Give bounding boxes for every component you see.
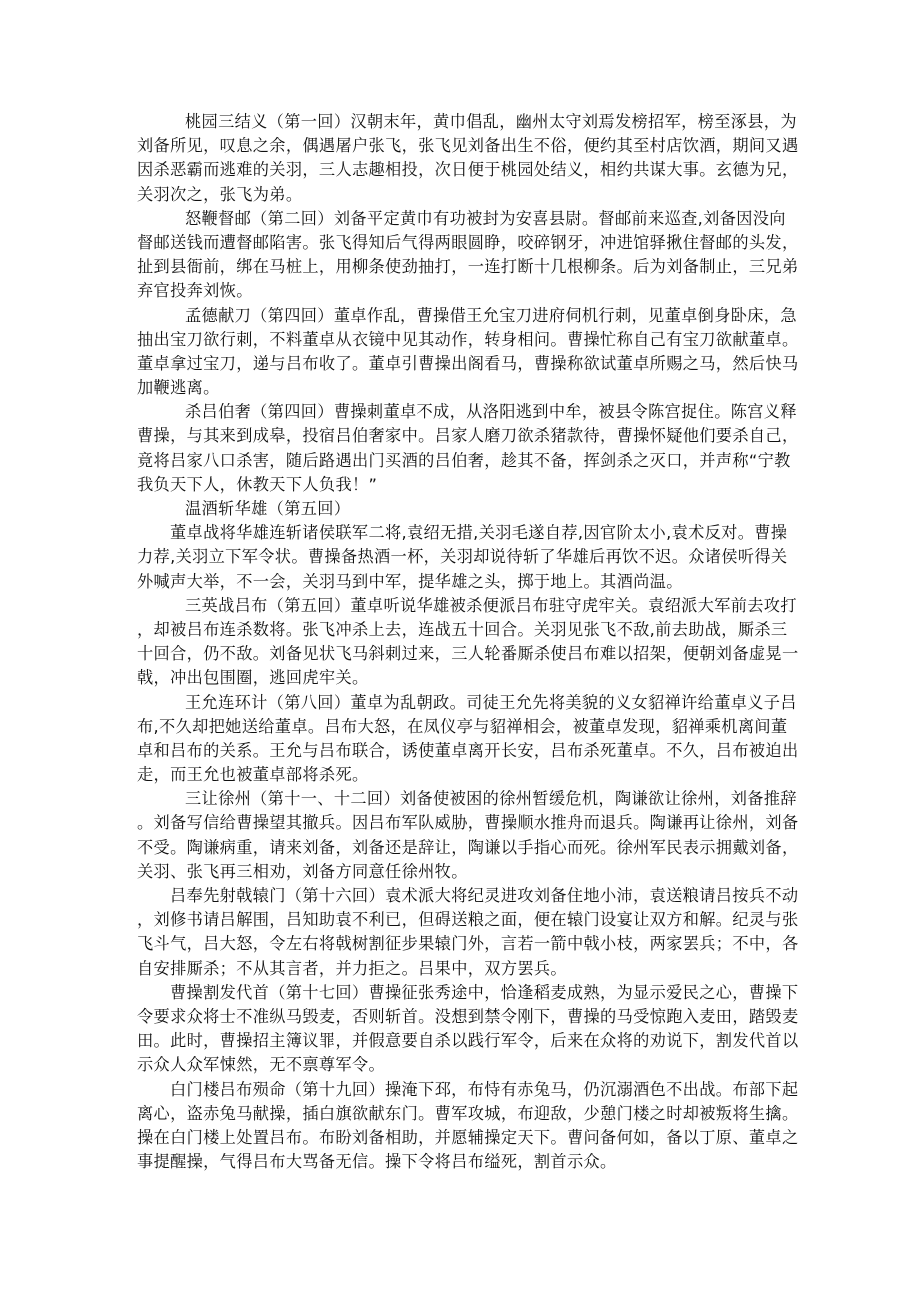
paragraph-line: 董卓战将华雄连斩诸侯联军二将,袁绍无措,关羽毛遂自荐,因官阶太小,袁术反对。曹操 [170, 523, 788, 543]
paragraph-line: 弃官投奔刘恢。 [137, 281, 253, 301]
paragraph-warm-wine-body [137, 521, 802, 594]
paragraph-taoyuan-oath [137, 110, 802, 207]
paragraph-line: 关羽、张飞再三相劝，刘备方同意任徐州牧。 [137, 861, 468, 881]
paragraph-line: 督邮送钱而遭督邮陷害。张飞得知后气得两眼圆睁，咬碎钢牙，冲进馆驿揪住督邮的头发， [137, 232, 799, 252]
paragraph-line: 三英战吕布（第五回）董卓听说华雄被杀便派吕布驻守虎牢关。袁绍派大军前去攻打 [185, 595, 797, 615]
paragraph-line: 。刘备写信给曹操望其撤兵。因吕布军队威胁，曹操顺水推舟而退兵。陶谦再让徐州，刘备 [137, 813, 799, 833]
paragraph-line: 外喊声大举，不一会，关羽马到中军，提华雄之头，掷于地上。其酒尚温。 [137, 571, 683, 591]
paragraph-three-heroes-vs-lubu [137, 594, 802, 691]
paragraph-line: 杀吕伯奢（第四回）曹操刺董卓不成，从洛阳逃到中牟，被县令陈宫捉住。陈宫义释 [185, 402, 797, 422]
paragraph-line: 不受。陶谦病重，请来刘备，刘备还是辞让，陶谦以手指心而死。徐州军民表示拥戴刘备， [137, 837, 799, 857]
paragraph-line: 加鞭逃离。 [137, 378, 220, 398]
paragraph-line: 我负天下人，休教天下人负我！” [137, 474, 378, 494]
paragraph-line: 事提醒操，气得吕布大骂备无信。操下令将吕布缢死，割首示众。 [137, 1152, 617, 1172]
paragraph-line: 怒鞭督邮（第二回）刘备平定黄巾有功被封为安喜县尉。督邮前来巡查,刘备因没向 [185, 208, 786, 228]
paragraph-line: 卓和吕布的关系。王允与吕布联合，诱使董卓离开长安，吕布杀死董卓。不久，吕布被迫出 [137, 740, 799, 760]
paragraph-line: 关羽次之，张飞为弟。 [137, 184, 303, 204]
paragraph-line: 离心，盗赤兔马献操，插白旗欲献东门。曹军攻城，布迎敌，少憩门楼之时却被叛将生擒。 [137, 1103, 799, 1123]
paragraph-line: ，刘修书请吕解围，吕知助袁不利已，但碍送粮之面，便在辕门设宴让双方和解。纪灵与张 [137, 910, 799, 930]
paragraph-line: 孟德献刀（第四回）董卓作乱，曹操借王允宝刀进府伺机行刺，见董卓倒身卧床，急 [185, 305, 797, 325]
paragraph-lubu-shoots-halberd [137, 884, 802, 981]
paragraph-line: 令要求众将士不准纵马毁麦，否则斩首。没想到禁令刚下，曹操的马受惊跑入麦田，踏毁麦 [137, 1006, 799, 1026]
paragraph-line: 吕奉先射戟辕门（第十六回）袁术派大将纪灵进攻刘备住地小沛，袁送粮请吕按兵不动 [170, 886, 799, 905]
paragraph-wang-yun-chain-scheme [137, 691, 802, 788]
paragraph-baimen-tower [137, 1078, 802, 1175]
paragraph-line: 田。此时，曹操招主簿议罪，并假意要自杀以践行军令，后来在众将的劝说下，割发代首以 [137, 1031, 799, 1051]
paragraph-mengde-offers-sword [137, 304, 802, 401]
paragraph-warm-wine-heading [137, 497, 802, 521]
paragraph-line: 竟将吕家八口杀害，随后路遇出门买酒的吕伯奢，趁其不备，挥剑杀之灭口，并声称“宁教 [137, 450, 791, 470]
paragraph-line: 力荐,关羽立下军令状。曹操备热酒一杯，关羽却说待斩了华雄后再饮不迟。众诸侯听得关 [137, 547, 788, 567]
paragraph-whipping-inspector [137, 207, 802, 304]
paragraph-line: 操在白门楼上处置吕布。布盼刘备相助，并愿辅操定天下。曹问备何如，备以丁原、董卓之 [137, 1127, 799, 1147]
paragraph-line: 白门楼吕布殒命（第十九回）操淹下邳，布恃有赤兔马，仍沉溺酒色不出战。布部下起 [170, 1079, 799, 1099]
section-heading: 温酒斩华雄（第五回） [185, 499, 351, 518]
paragraph-cao-cao-cuts-hair [137, 981, 802, 1078]
paragraph-line: 因杀恶霸而逃难的关羽，三人志趣相投，次日便于桃园处结义，相约共谋大事。玄德为兄， [137, 160, 799, 180]
paragraph-line: 曹操，与其来到成皋，投宿吕伯奢家中。吕家人磨刀欲杀猪款待，曹操怀疑他们要杀自己， [137, 426, 799, 446]
paragraph-line: 桃园三结义（第一回）汉朝末年，黄巾倡乱，幽州太守刘焉发榜招军，榜至涿县，为 [185, 112, 797, 131]
paragraph-line: 抽出宝刀欲行刺，不料董卓从衣镜中见其动作，转身相问。曹操忙称自己有宝刀欲献董卓。 [137, 329, 799, 349]
paragraph-line: 飞斗气，吕大怒，令左右将戟树割征步果辕门外，言若一箭中戟小枝，两家罢兵；不中，各 [137, 934, 799, 954]
paragraph-line: ，却被吕布连杀数将。张飞冲杀上去，连战五十回合。关羽见张飞不敌,前去助战，厮杀三 [137, 619, 788, 639]
paragraph-line: 董卓拿过宝刀，递与吕布收了。董卓引曹操出阁看马，曹操称欲试董卓所赐之马，然后快马 [137, 353, 799, 373]
paragraph-line: 示众人众军悚然，无不禀尊军令。 [137, 1055, 386, 1075]
paragraph-line: 布,不久却把她送给董卓。吕布大怒，在凤仪亭与貂禅相会，被董卓发现，貂禅乘机离间董 [137, 716, 788, 736]
paragraph-line: 自安排厮杀；不从其言者，并力拒之。吕果中，双方罢兵。 [137, 958, 567, 978]
paragraph-line: 曹操割发代首（第十七回）曹操征张秀途中，恰逢稻麦成熟，为显示爱民之心，曹操下 [170, 982, 799, 1002]
paragraph-thrice-yielding-xuzhou [137, 787, 802, 884]
paragraph-line: 走，而王允也被董卓部将杀死。 [137, 765, 369, 785]
document-page [137, 110, 802, 1174]
paragraph-line: 王允连环计（第八回）董卓为乱朝政。司徒王允先将美貌的义女貂禅许给董卓义子吕 [185, 692, 797, 712]
paragraph-line: 戟，冲出包围圈，逃回虎牢关。 [137, 668, 369, 688]
paragraph-killing-lu-boshe [137, 400, 802, 497]
paragraph-line: 三让徐州（第十一、十二回）刘备使被困的徐州暂缓危机，陶谦欲让徐州，刘备推辞 [185, 789, 797, 809]
paragraph-line: 扯到县衙前，绑在马桩上，用柳条使劲抽打，一连打断十几根柳条。后为刘备制止，三兄弟 [137, 257, 799, 277]
paragraph-line: 十回合，仍不敌。刘备见状飞马斜刺过来，三人轮番厮杀使吕布难以招架，便朝刘备虚晃一 [137, 644, 799, 664]
paragraph-line: 刘备所见，叹息之余，偶遇屠户张飞，张飞见刘备出生不俗，便约其至村店饮酒，期间又遇 [137, 136, 799, 156]
